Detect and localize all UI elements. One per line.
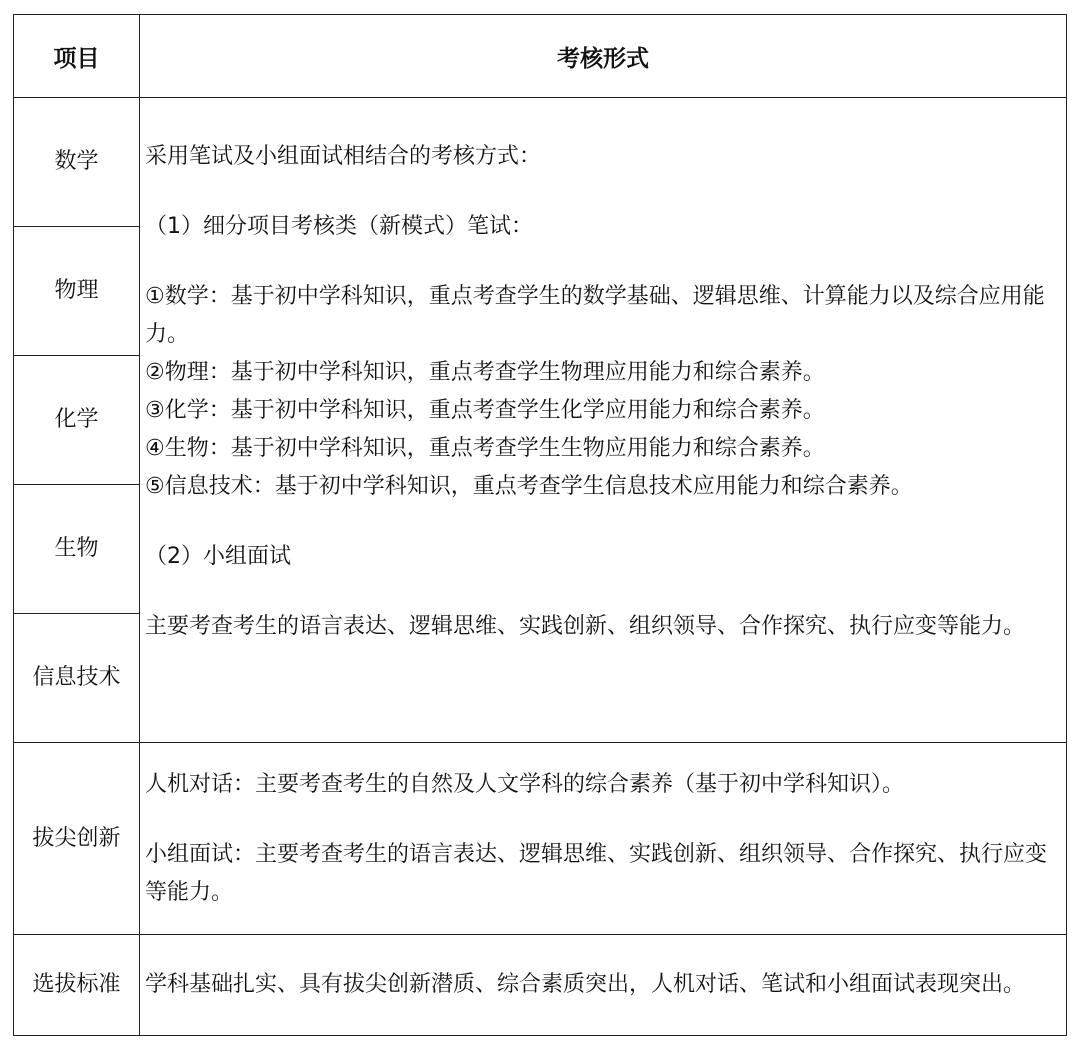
criteria-cell bbox=[140, 935, 1067, 1036]
subject-math: 数学 bbox=[14, 98, 140, 227]
header-item: 项目 bbox=[14, 15, 140, 98]
item-physics: ②物理：基于初中学科知识，重点考查学生物理应用能力和综合素养。 bbox=[145, 360, 825, 385]
header-form: 考核形式 bbox=[140, 15, 1067, 98]
subject-it: 信息技术 bbox=[14, 614, 140, 743]
subject-biology: 生物 bbox=[14, 485, 140, 614]
interview-text: 小组面试：主要考查考生的语言表达、逻辑思维、实践创新、组织领导、合作探究、执行应变等能力。 bbox=[145, 841, 1048, 905]
part2-title: （2）小组面试 bbox=[145, 544, 291, 569]
criteria-text: 学科基础扎实、具有拔尖创新潜质、综合素质突出，人机对话、笔试和小组面试表现突出。 bbox=[145, 972, 1026, 997]
table-row bbox=[14, 98, 1067, 227]
item-chemistry: ③化学：基于初中学科知识，重点考查学生化学应用能力和综合素养。 bbox=[145, 398, 825, 423]
top-talent-cell bbox=[140, 743, 1067, 935]
item-biology: ④生物：基于初中学科知识，重点考查学生生物应用能力和综合素养。 bbox=[145, 436, 825, 461]
part2-text: 主要考查考生的语言表达、逻辑思维、实践创新、组织领导、合作探究、执行应变等能力。 bbox=[145, 614, 1026, 639]
header-row bbox=[14, 15, 1067, 98]
table-row bbox=[14, 743, 1067, 935]
subject-physics: 物理 bbox=[14, 227, 140, 356]
assessment-table bbox=[13, 14, 1067, 1036]
subject-chemistry: 化学 bbox=[14, 356, 140, 485]
main-assessment-cell bbox=[140, 98, 1067, 743]
dialogue-text: 人机对话：主要考查考生的自然及人文学科的综合素养（基于初中学科知识）。 bbox=[145, 771, 905, 797]
top-talent-label: 拔尖创新 bbox=[14, 743, 140, 935]
intro-text: 采用笔试及小组面试相结合的考核方式： bbox=[145, 144, 542, 169]
part1-title: （1）细分项目考核类（新模式）笔试： bbox=[145, 214, 533, 239]
item-math: ①数学：基于初中学科知识，重点考查学生的数学基础、逻辑思维、计算能力以及综合应用能力。 bbox=[145, 284, 1045, 347]
criteria-label: 选拔标准 bbox=[14, 935, 140, 1036]
item-it: ⑤信息技术：基于初中学科知识，重点考查学生信息技术应用能力和综合素养。 bbox=[145, 474, 913, 499]
table-row bbox=[14, 935, 1067, 1036]
